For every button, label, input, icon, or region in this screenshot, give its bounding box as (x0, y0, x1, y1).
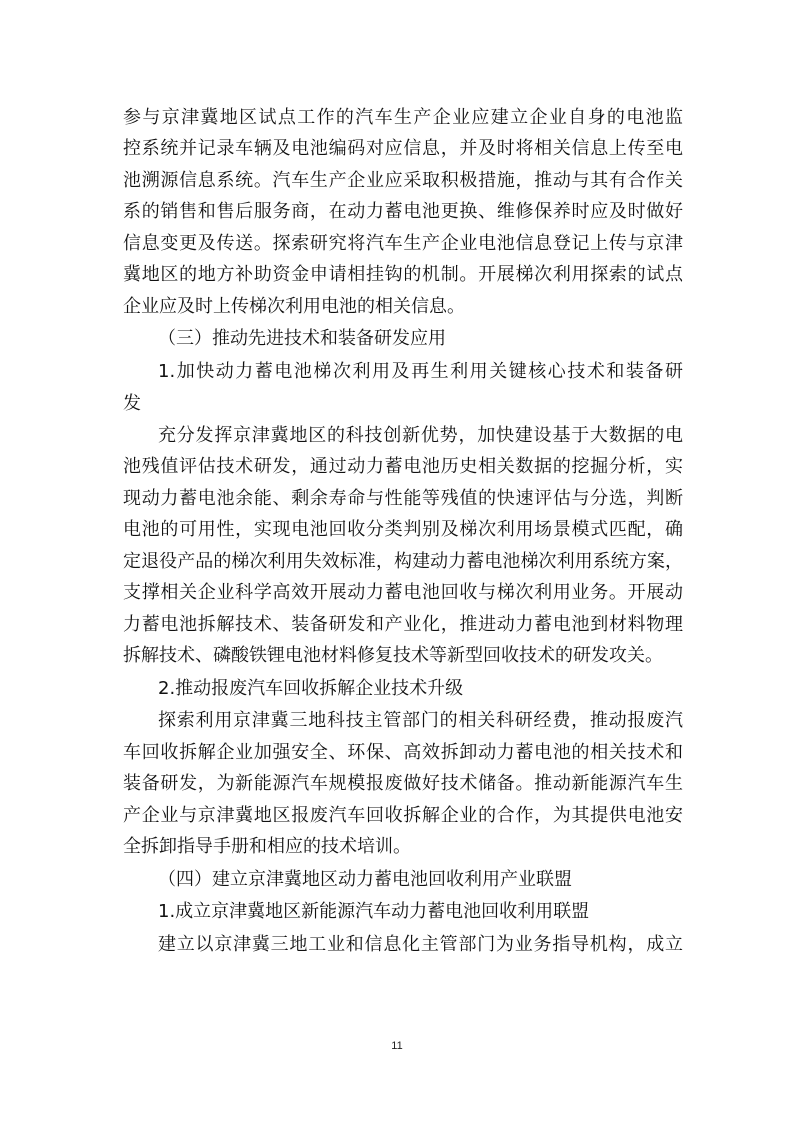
paragraph-line: 充分发挥京津冀地区的科技创新优势，加快建设基于大数据的电 (158, 425, 683, 446)
section-heading: （四）建立京津冀地区动力蓄电池回收利用产业联盟 (158, 869, 572, 890)
paragraph-line: 定退役产品的梯次利用失效标准，构建动力蓄电池梯次利用系统方案， (123, 551, 683, 572)
paragraph-line: 控系统并记录车辆及电池编码对应信息，并及时将相关信息上传至电 (123, 138, 683, 159)
paragraph-line: 系的销售和售后服务商，在动力蓄电池更换、维修保养时应及时做好 (123, 201, 683, 222)
paragraph-line: 力蓄电池拆解技术、装备研发和产业化，推进动力蓄电池到材料物理 (123, 614, 683, 635)
paragraph-line: 拆解技术、磷酸铁锂电池材料修复技术等新型回收技术的研发攻关。 (123, 645, 663, 666)
subsection-heading: 1.加快动力蓄电池梯次利用及再生利用关键核心技术和装备研 (158, 361, 683, 382)
paragraph-line: 企业应及时上传梯次利用电池的相关信息。 (123, 296, 465, 317)
paragraph-line: 装备研发，为新能源汽车规模报废做好技术储备。推动新能源汽车生 (123, 773, 683, 794)
subsection-heading: 2.推动报废汽车回收拆解企业技术升级 (158, 678, 464, 699)
paragraph-line: 冀地区的地方补助资金申请相挂钩的机制。开展梯次利用探索的试点 (123, 264, 683, 285)
paragraph-line: 产企业与京津冀地区报废汽车回收拆解企业的合作，为其提供电池安 (123, 805, 683, 826)
subsection-heading: 1.成立京津冀地区新能源汽车动力蓄电池回收利用联盟 (158, 901, 590, 922)
paragraph-line: 电池的可用性，实现电池回收分类判别及梯次利用场景模式匹配，确 (123, 519, 683, 540)
paragraph-line: 支撑相关企业科学高效开展动力蓄电池回收与梯次利用业务。开展动 (123, 582, 683, 603)
paragraph-line: 车回收拆解企业加强安全、环保、高效拆卸动力蓄电池的相关技术和 (123, 742, 683, 763)
paragraph-line: 全拆卸指导手册和相应的技术培训。 (123, 836, 411, 857)
paragraph-line: 信息变更及传送。探索研究将汽车生产企业电池信息登记上传与京津 (123, 233, 683, 254)
paragraph-line: 现动力蓄电池余能、剩余寿命与性能等残值的快速评估与分选，判断 (123, 488, 683, 509)
paragraph-line: 池残值评估技术研发，通过动力蓄电池历史相关数据的挖掘分析，实 (123, 456, 683, 477)
page-number: 11 (391, 1040, 403, 1052)
paragraph-line: 池溯源信息系统。汽车生产企业应采取积极措施，推动与其有合作关 (123, 170, 683, 191)
subsection-heading-tail: 发 (123, 393, 141, 414)
paragraph-line: 参与京津冀地区试点工作的汽车生产企业应建立企业自身的电池监 (123, 107, 683, 128)
section-heading: （三）推动先进技术和装备研发应用 (158, 328, 446, 349)
paragraph-line: 探索利用京津冀三地科技主管部门的相关科研经费，推动报废汽 (158, 710, 683, 731)
paragraph-line: 建立以京津冀三地工业和信息化主管部门为业务指导机构，成立 (158, 934, 683, 955)
